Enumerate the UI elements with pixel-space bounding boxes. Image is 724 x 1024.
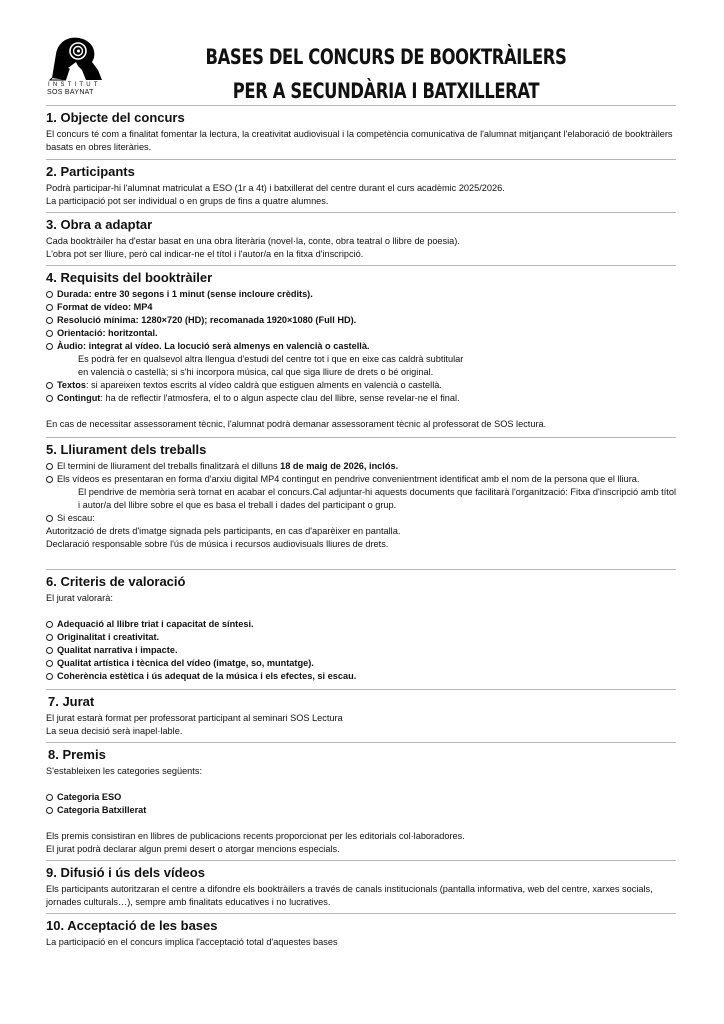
bullet-icon	[46, 621, 53, 628]
list-item: Format de vídeo: MP4	[46, 301, 676, 314]
bullet-icon	[46, 807, 53, 814]
bullet-icon	[46, 291, 53, 298]
bullet-icon	[46, 317, 53, 324]
list-item: Els vídeos es presentaran en forma d'arxiu digital MP4 contingut en pendrive convenientment identificat amb el nom de la persona que el lliura.	[46, 473, 676, 486]
deadline-date: 18 de maig de 2026, inclós.	[280, 461, 399, 471]
section-text: Els premis consistiran en llibres de publicacions recents proporcionat per les editorials col·laboradores.	[46, 831, 465, 841]
bullet-icon	[46, 634, 53, 641]
list-item: Coherència estètica i ús adequat de la música i els efectes, si escau.	[46, 670, 676, 683]
list-item: Durada: entre 30 segons i 1 minut (sense incloure crèdits).	[46, 288, 676, 301]
section-title: 7. Jurat	[48, 694, 95, 709]
list-item: Si escau:	[46, 512, 676, 525]
section-text: El concurs té com a finalitat fomentar la lectura, la creativitat audiovisual i la competència comunicativa de l'alumnat mitjançant l'elaboració de booktràilers basats en obres literàries.	[46, 129, 673, 152]
delivery-list	[46, 460, 676, 525]
bullet-icon	[46, 515, 53, 522]
list-item: Resolució mínima: 1280×720 (HD); recomanada 1920×1080 (Full HD).	[46, 314, 676, 327]
section-jurat	[46, 690, 676, 738]
list-item: Qualitat narrativa i impacte.	[46, 644, 676, 657]
section-text: Declaració responsable sobre l'ús de música i recursos audiovisuals lliures de drets.	[46, 539, 389, 549]
school-logo	[46, 34, 104, 100]
bullet-icon	[46, 660, 53, 667]
bullet-icon	[46, 343, 53, 350]
section-text: Autorització de drets d'imatge signada pels participants, en cas d'aparèixer en pantalla.	[46, 526, 401, 536]
section-lliurament	[46, 438, 676, 551]
list-item: Àudio: integrat al vídeo. La locució serà almenys en valencià o castellà.	[46, 340, 676, 353]
section-text: Cada booktràiler ha d'estar basat en una obra literària (novel·la, conte, obra teatral o llibre de poesia).	[46, 236, 460, 246]
list-item: El termini de lliurament del treballs finalitzarà el dilluns 18 de maig de 2026, inclós.	[46, 460, 676, 473]
section-title: 4. Requisits del booktràiler	[46, 270, 213, 285]
document-header	[46, 0, 676, 105]
bullet-icon	[46, 463, 53, 470]
bullet-icon	[46, 673, 53, 680]
title-line-2: PER A SECUNDÀRIA I BATXILLERAT	[232, 79, 540, 103]
section-text: El jurat podrà declarar algun premi desert o atorgar mencions especials.	[46, 844, 340, 854]
section-criteris	[46, 570, 676, 683]
logo-text-school-name: SOS BAYNAT	[47, 89, 94, 96]
list-item: Orientació: horitzontal.	[46, 327, 676, 340]
section-text: El jurat estarà format per professorat participant al seminari SOS Lectura	[46, 713, 343, 723]
list-item: Categoria ESO	[46, 791, 676, 804]
section-title: 5. Lliurament dels treballs	[46, 442, 207, 457]
section-title: 10. Acceptació de les bases	[46, 918, 218, 933]
section-title: 9. Difusió i ús dels vídeos	[46, 865, 205, 880]
section-participants	[46, 160, 676, 208]
bullet-icon	[46, 304, 53, 311]
section-objecte	[46, 106, 676, 154]
list-item: Textos: si apareixen textos escrits al vídeo caldrà que estiguen alments en valencià o castellà.	[46, 379, 676, 392]
section-text: S'estableixen les categories següents:	[46, 766, 202, 776]
logo-emblem-icon	[46, 34, 104, 82]
section-text: Podrà participar-hi l'alumnat matriculat a ESO (1r a 4t) i batxillerat del centre durant el curs acadèmic 2025/2026.	[46, 183, 505, 193]
bullet-icon	[46, 647, 53, 654]
bullet-icon	[46, 794, 53, 801]
section-obra	[46, 213, 676, 261]
list-item-subtext: El pendrive de memòria serà tornat en acabar el concurs.Cal adjuntar-hi aquests documents que facilitarà l'organització: Fitxa d'inscripció amb títol i autor/a del llibre sobre el que es basa el treball i dades del participant o grup.	[78, 487, 676, 510]
categories-list	[46, 791, 676, 817]
section-title: 8. Premis	[48, 747, 106, 762]
section-text: La participació pot ser individual o en grups de fins a quatre alumnes.	[46, 196, 329, 206]
bullet-icon	[46, 395, 53, 402]
document-page	[46, 0, 676, 949]
section-text: L'obra pot ser lliure, però cal indicar-ne el títol i l'autor/a en la fitxa d'inscripció.	[46, 249, 364, 259]
list-item: Categoria Batxillerat	[46, 804, 676, 817]
section-requisits	[46, 266, 676, 431]
section-text: Els participants autoritzaran el centre a difondre els booktràilers a través de canals institucionals (pantalla informativa, web del centre, xarxes socials, jornades culturals…), sempre amb finalitats educatives i no lucratives.	[46, 884, 653, 907]
bullet-icon	[46, 330, 53, 337]
page-title	[183, 40, 589, 108]
section-text: La seua decisió serà inapel·lable.	[46, 726, 183, 736]
requirements-list	[46, 288, 676, 405]
list-item-subtext: Es podrà fer en qualsevol altra llengua d'estudi del centre tot i que en eixe cas caldrà subtitular	[78, 354, 464, 364]
section-acceptacio	[46, 914, 676, 949]
list-item: Adequació al llibre triat i capacitat de síntesi.	[46, 618, 676, 631]
criteria-list	[46, 618, 676, 683]
logo-text-institut: INSTITUT	[48, 82, 101, 88]
section-title: 2. Participants	[46, 164, 135, 179]
section-title: 6. Criteris de valoració	[46, 574, 186, 589]
section-premis	[46, 743, 676, 856]
section-title: 3. Obra a adaptar	[46, 217, 153, 232]
bullet-icon	[46, 476, 53, 483]
title-line-1: BASES DEL CONCURS DE BOOKTRÀILERS	[205, 45, 567, 69]
section-note: En cas de necessitar assessorament tècnic, l'alumnat podrà demanar assessorament tècnic al professorat de SOS lectura.	[46, 419, 547, 429]
bullet-icon	[46, 382, 53, 389]
list-item: Contingut: ha de reflectir l'atmosfera, el to o algun aspecte clau del llibre, sense revelar-ne el final.	[46, 392, 676, 405]
list-item-subtext: en valencià o castellà; si s'hi incorpora música, cal que siga lliure de drets o bé original.	[78, 367, 434, 377]
list-item: Qualitat artística i tècnica del vídeo (imatge, so, muntatge).	[46, 657, 676, 670]
section-difusio	[46, 861, 676, 909]
section-text: La participació en el concurs implica l'acceptació total d'aquestes bases	[46, 937, 338, 947]
section-title: 1. Objecte del concurs	[46, 110, 185, 125]
list-item: Originalitat i creativitat.	[46, 631, 676, 644]
section-text: El jurat valorarà:	[46, 593, 113, 603]
